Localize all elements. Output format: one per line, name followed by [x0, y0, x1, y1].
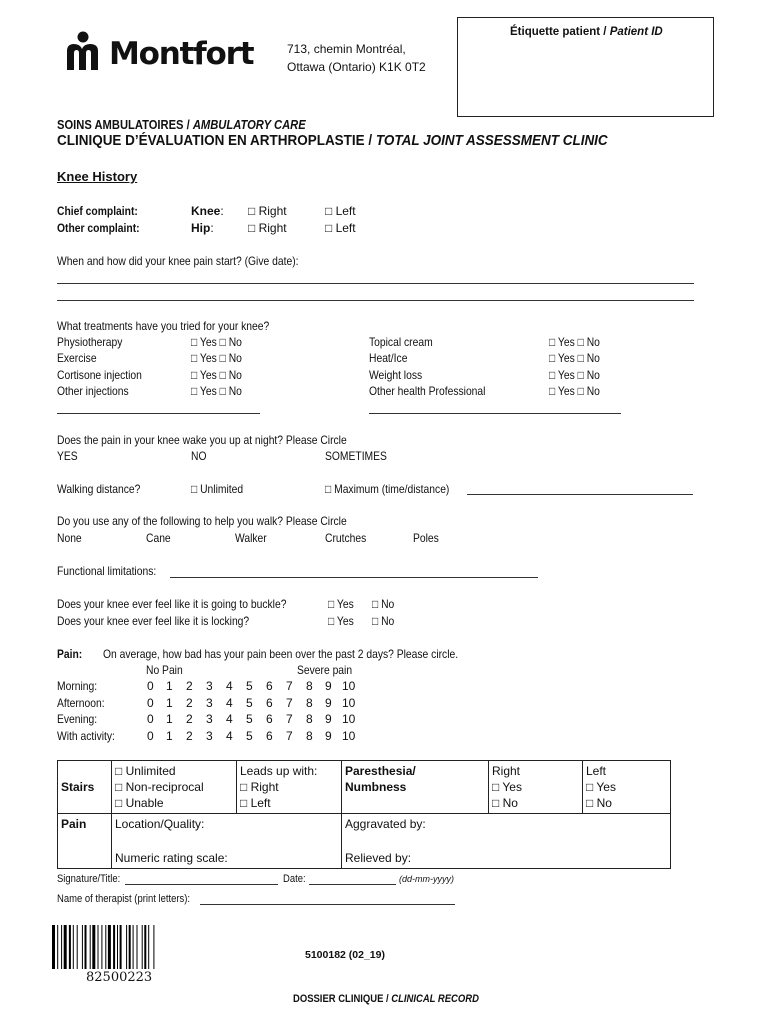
stairs-unlimited-checkbox[interactable]: □ Unlimited: [115, 764, 176, 778]
pain-activity-option-6[interactable]: 6: [266, 729, 273, 743]
paresthesia-right-label: Right: [492, 764, 521, 778]
pain-afternoon-option-6[interactable]: 6: [266, 696, 273, 710]
leads-up-right-checkbox[interactable]: □ Right: [240, 780, 279, 794]
locking-question: Does your knee ever feel like it is locking?: [57, 614, 250, 628]
night-option-yes[interactable]: YES: [57, 449, 78, 463]
pain-activity-option-9[interactable]: 9: [325, 729, 332, 743]
stairs-pain-table: [57, 760, 671, 869]
pain-afternoon-option-10[interactable]: 10: [342, 696, 356, 710]
yes-no-weight-loss[interactable]: □ Yes □ No: [549, 368, 600, 382]
yes-no-exercise[interactable]: □ Yes □ No: [191, 351, 242, 365]
stairs-options-cell: [112, 761, 237, 814]
yes-no-heat-ice[interactable]: □ Yes □ No: [549, 351, 600, 365]
pain-activity-option-3[interactable]: 3: [206, 729, 213, 743]
pain-evening-option-10[interactable]: 10: [342, 712, 356, 726]
no-pain-label: No Pain: [146, 663, 183, 677]
pain-morning-option-0[interactable]: 0: [147, 679, 154, 693]
yes-no-topical-cream[interactable]: □ Yes □ No: [549, 335, 600, 349]
aid-option-none[interactable]: None: [57, 531, 82, 545]
yes-no-other-professional[interactable]: □ Yes □ No: [549, 384, 600, 398]
department-title: [57, 116, 346, 133]
dept-fr: SOINS AMBULATOIRES /: [57, 117, 190, 132]
leads-up-left-checkbox[interactable]: □ Left: [240, 796, 271, 810]
stairs-label: Stairs: [61, 780, 95, 794]
treatment-heat-ice: Heat/Ice: [369, 351, 408, 365]
address-line-1: 713, chemin Montréal,: [287, 42, 406, 56]
pain-afternoon-option-5[interactable]: 5: [246, 696, 253, 710]
pain-morning-option-5[interactable]: 5: [246, 679, 253, 693]
stairs-unable-checkbox[interactable]: □ Unable: [115, 796, 164, 810]
buckle-question: Does your knee ever feel like it is going to buckle?: [57, 597, 287, 611]
location-cell[interactable]: [112, 814, 342, 869]
paresthesia-right-yes[interactable]: □ Yes: [492, 780, 522, 794]
aid-option-walker[interactable]: Walker: [235, 531, 267, 545]
pain-section-label: Pain:: [57, 647, 83, 661]
pain-afternoon-option-3[interactable]: 3: [206, 696, 213, 710]
aid-option-crutches[interactable]: Crutches: [325, 531, 367, 545]
treatment-physiotherapy: Physiotherapy: [57, 335, 123, 349]
dept-en: AMBULATORY CARE: [192, 117, 306, 132]
relieved-by-label: Relieved by:: [345, 851, 412, 865]
clinic-fr: CLINIQUE D’ÉVALUATION EN ARTHROPLASTIE /: [57, 133, 373, 149]
patient-id-label: [510, 24, 663, 40]
pain-activity-option-1[interactable]: 1: [166, 729, 173, 743]
yes-no-other-injections[interactable]: □ Yes □ No: [191, 384, 242, 398]
montfort-logo-mark-icon: [60, 30, 106, 70]
pain-activity-option-4[interactable]: 4: [226, 729, 233, 743]
pain-evening-option-5[interactable]: 5: [246, 712, 253, 726]
pain-activity-option-0[interactable]: 0: [147, 729, 154, 743]
paresthesia-left-yes[interactable]: □ Yes: [586, 780, 616, 794]
severe-pain-label: Severe pain: [297, 663, 353, 677]
pain-activity-option-7[interactable]: 7: [286, 729, 293, 743]
form-code: 5100182 (02_19): [305, 949, 385, 961]
aid-option-poles[interactable]: Poles: [413, 531, 439, 545]
barcode-number: 82500223: [86, 970, 153, 985]
buckle-yes-checkbox[interactable]: □ Yes: [328, 597, 354, 611]
location-quality-label: Location/Quality:: [115, 817, 205, 831]
pain-evening-option-2[interactable]: 2: [186, 712, 193, 726]
treatment-cortisone: Cortisone injection: [57, 368, 142, 382]
treatment-other-injections: Other injections: [57, 384, 129, 398]
night-option-no[interactable]: NO: [191, 449, 207, 463]
night-option-sometimes[interactable]: SOMETIMES: [325, 449, 387, 463]
leads-up-cell: [237, 761, 342, 814]
pain-evening-option-1[interactable]: 1: [166, 712, 173, 726]
pain-afternoon-option-7[interactable]: 7: [286, 696, 293, 710]
pain-evening-option-7[interactable]: 7: [286, 712, 293, 726]
logo-wordmark: Montfort: [109, 36, 254, 72]
numeric-rating-label: Numeric rating scale:: [115, 851, 228, 865]
numbness-label: Numbness: [345, 780, 407, 794]
clinic-title: [57, 132, 649, 150]
paresthesia-label: Paresthesia/: [345, 764, 416, 778]
clinic-en: TOTAL JOINT ASSESSMENT CLINIC: [375, 133, 608, 149]
pain-morning-option-4[interactable]: 4: [226, 679, 233, 693]
pain-evening-option-3[interactable]: 3: [206, 712, 213, 726]
treatment-weight-loss: Weight loss: [369, 368, 423, 382]
pain-scale-question: On average, how bad has your pain been over the past 2 days? Please circle.: [103, 647, 459, 661]
pain-row-morning-label: Morning:: [57, 679, 98, 693]
pain-afternoon-option-0[interactable]: 0: [147, 696, 154, 710]
treatment-topical-cream: Topical cream: [369, 335, 433, 349]
pain-morning-option-8[interactable]: 8: [306, 679, 313, 693]
locking-no-checkbox[interactable]: □ No: [372, 614, 395, 628]
patient-id-en: Patient ID: [609, 26, 663, 38]
hip-left-checkbox[interactable]: □ Left: [325, 221, 356, 235]
paresthesia-right-cell: [489, 761, 583, 814]
paresthesia-cell: [342, 761, 489, 814]
paresthesia-left-label: Left: [586, 764, 607, 778]
other-treatment-line-left[interactable]: [57, 413, 260, 414]
pain-header-cell: [58, 814, 112, 869]
section-title: Knee History: [57, 169, 138, 184]
pain-table-label: Pain: [61, 817, 87, 831]
clinical-record-title: [293, 992, 509, 1006]
pain-evening-option-9[interactable]: 9: [325, 712, 332, 726]
pain-start-line-1[interactable]: [57, 283, 694, 284]
hip-label: Hip:: [191, 221, 214, 235]
knee-left-checkbox[interactable]: □ Left: [325, 204, 356, 218]
pain-morning-option-2[interactable]: 2: [186, 679, 193, 693]
therapist-name-label: Name of therapist (print letters):: [57, 893, 191, 905]
record-en: CLINICAL RECORD: [391, 993, 479, 1005]
date-format-hint: (dd-mm-yyyy): [399, 874, 454, 884]
date-line[interactable]: [309, 884, 396, 885]
yes-no-cortisone[interactable]: □ Yes □ No: [191, 368, 242, 382]
walking-maximum-checkbox[interactable]: □ Maximum (time/distance): [325, 482, 450, 496]
walking-unlimited-checkbox[interactable]: □ Unlimited: [191, 482, 244, 496]
knee-right-checkbox[interactable]: □ Right: [248, 204, 287, 218]
functional-limitations-line[interactable]: [170, 577, 538, 578]
pain-morning-option-10[interactable]: 10: [342, 679, 356, 693]
treatments-question: What treatments have you tried for your knee?: [57, 319, 270, 333]
pain-afternoon-option-1[interactable]: 1: [166, 696, 173, 710]
pain-evening-option-4[interactable]: 4: [226, 712, 233, 726]
pain-start-line-2[interactable]: [57, 300, 694, 301]
stairs-header-cell: [58, 761, 112, 814]
pain-morning-option-3[interactable]: 3: [206, 679, 213, 693]
pain-afternoon-option-2[interactable]: 2: [186, 696, 193, 710]
stairs-non-reciprocal-checkbox[interactable]: □ Non-reciprocal: [115, 780, 204, 794]
montfort-logo: [60, 30, 254, 74]
pain-afternoon-option-8[interactable]: 8: [306, 696, 313, 710]
yes-no-physiotherapy[interactable]: □ Yes □ No: [191, 335, 242, 349]
aggravated-cell[interactable]: [342, 814, 671, 869]
paresthesia-left-cell: [583, 761, 671, 814]
functional-limitations-label: Functional limitations:: [57, 564, 157, 578]
aggravated-by-label: Aggravated by:: [345, 817, 426, 831]
pain-activity-option-10[interactable]: 10: [342, 729, 356, 743]
night-pain-question: Does the pain in your knee wake you up at night? Please Circle: [57, 433, 347, 447]
pain-activity-option-8[interactable]: 8: [306, 729, 313, 743]
hip-right-checkbox[interactable]: □ Right: [248, 221, 287, 235]
treatment-other-professional: Other health Professional: [369, 384, 486, 398]
other-complaint-label: Other complaint:: [57, 221, 140, 235]
aid-option-cane[interactable]: Cane: [146, 531, 171, 545]
address-line-2: Ottawa (Ontario) K1K 0T2: [287, 60, 426, 74]
signature-label: Signature/Title:: [57, 873, 121, 885]
paresthesia-right-no[interactable]: □ No: [492, 796, 518, 810]
pain-evening-option-8[interactable]: 8: [306, 712, 313, 726]
pain-morning-option-7[interactable]: 7: [286, 679, 293, 693]
pain-row-activity-label: With activity:: [57, 729, 115, 743]
record-fr: DOSSIER CLINIQUE /: [293, 993, 389, 1005]
pain-start-question: When and how did your knee pain start? (Give date):: [57, 254, 299, 268]
walking-maximum-line[interactable]: [467, 494, 693, 495]
pain-afternoon-option-4[interactable]: 4: [226, 696, 233, 710]
pain-morning-option-1[interactable]: 1: [166, 679, 173, 693]
date-label: Date:: [283, 873, 306, 885]
leads-up-label: Leads up with:: [240, 764, 318, 778]
treatment-exercise: Exercise: [57, 351, 97, 365]
walking-aids-question: Do you use any of the following to help you walk? Please Circle: [57, 514, 347, 528]
pain-morning-option-9[interactable]: 9: [325, 679, 332, 693]
knee-label: Knee:: [191, 204, 224, 218]
buckle-no-checkbox[interactable]: □ No: [372, 597, 395, 611]
pain-morning-option-6[interactable]: 6: [266, 679, 273, 693]
chief-complaint-label: Chief complaint:: [57, 204, 138, 218]
therapist-name-line[interactable]: [200, 904, 455, 905]
pain-activity-option-5[interactable]: 5: [246, 729, 253, 743]
locking-yes-checkbox[interactable]: □ Yes: [328, 614, 354, 628]
pain-row-afternoon-label: Afternoon:: [57, 696, 105, 710]
pain-row-evening-label: Evening:: [57, 712, 98, 726]
paresthesia-left-no[interactable]: □ No: [586, 796, 612, 810]
barcode-icon: [52, 925, 184, 969]
pain-evening-option-0[interactable]: 0: [147, 712, 154, 726]
walking-distance-label: Walking distance?: [57, 482, 141, 496]
signature-line[interactable]: [125, 884, 278, 885]
other-treatment-line-right[interactable]: [369, 413, 621, 414]
pain-activity-option-2[interactable]: 2: [186, 729, 193, 743]
patient-id-fr: Étiquette patient /: [510, 26, 607, 38]
pain-afternoon-option-9[interactable]: 9: [325, 696, 332, 710]
pain-evening-option-6[interactable]: 6: [266, 712, 273, 726]
